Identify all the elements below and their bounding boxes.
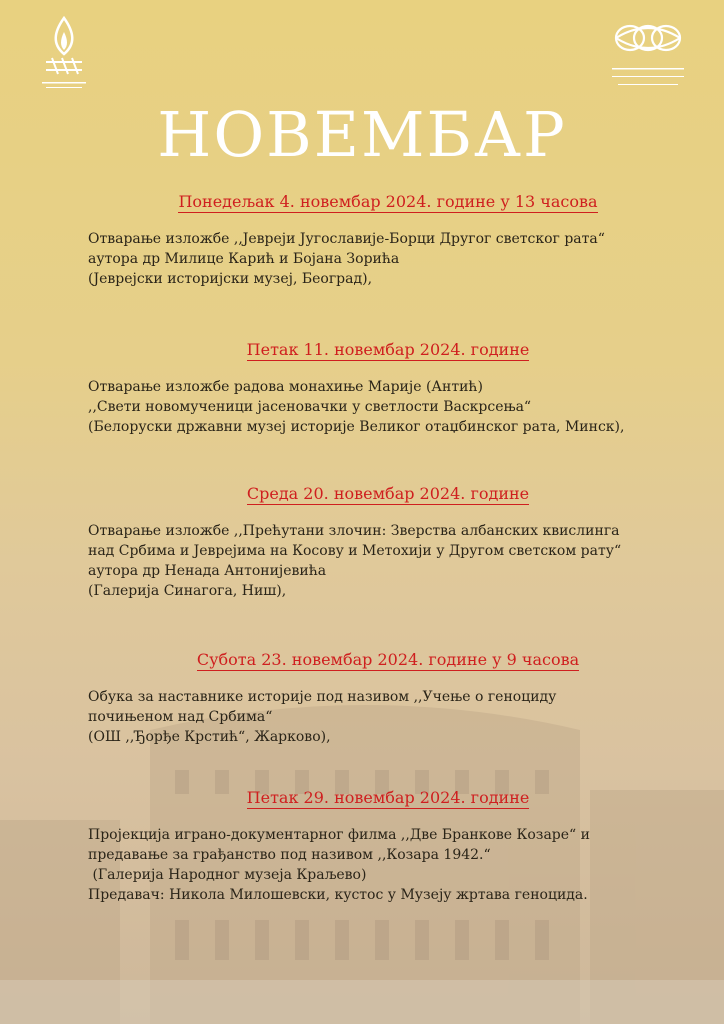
event-line: почињеном над Србима“ — [88, 709, 273, 725]
event-line: Отварање изложбе ,,Прећутани злочин: Зверства албанских квислинга — [88, 523, 620, 539]
event-line: аутора др Милице Карић и Бојана Зорића — [88, 251, 400, 267]
event-line: предавање за грађанство под називом ,,Козара 1942.“ — [88, 847, 491, 863]
event-date: Понедељак 4. новембар 2024. године у 13 часова — [178, 192, 598, 211]
event-line: (Белоруски државни музеј историје Великог отаџбинског рата, Минск), — [88, 419, 625, 435]
candle-barbed-wire-icon — [36, 14, 92, 94]
event-item — [88, 192, 688, 289]
event-item — [88, 788, 688, 905]
event-line: (Галерија Синагога, Ниш), — [88, 583, 287, 599]
event-date: Субота 23. новембар 2024. године у 9 часова — [196, 650, 580, 669]
event-line: (ОШ ,,Ђорђе Крстић“, Жарково), — [88, 729, 331, 745]
event-line: (Јеврејски историјски музеј, Београд), — [88, 271, 373, 287]
event-line: Обука за наставнике историје под називом ,,Учење о геноциду — [88, 689, 557, 705]
event-item — [88, 340, 688, 437]
event-item — [88, 484, 688, 601]
page-title: НОВЕМБАР — [157, 97, 567, 171]
event-line: Пројекција играно-документарног филма ,,Две Бранкове Козаре“ и — [88, 827, 590, 843]
event-line: Отварање изложбе ,,Јевреји Југославије-Борци Другог светског рата“ — [88, 231, 605, 247]
event-item — [88, 650, 688, 747]
event-date: Петак 11. новембар 2024. године — [246, 340, 530, 359]
event-date: Среда 20. новембар 2024. године — [246, 484, 530, 503]
event-date: Петак 29. новембар 2024. године — [246, 788, 530, 807]
event-line: Отварање изложбе радова монахиње Марије (Антић) — [88, 379, 483, 395]
event-line: (Галерија Народног музеја Краљево) — [88, 867, 367, 883]
event-line: ,,Свети новомученици јасеновачки у светлости Васкрсења“ — [88, 399, 532, 415]
event-line: аутора др Ненада Антонијевића — [88, 563, 327, 579]
interlaced-knot-icon — [604, 14, 692, 94]
event-line: Предавач: Никола Милошевски, кустос у Музеју жртава геноцида. — [88, 887, 588, 903]
event-line: над Србима и Јеврејима на Косову и Метохији у Другом светском рату“ — [88, 543, 622, 559]
